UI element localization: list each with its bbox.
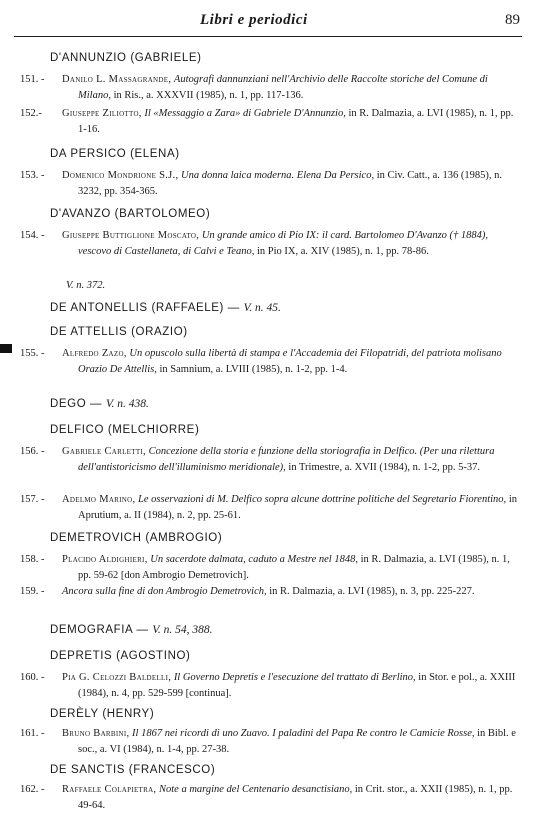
- cross-reference: V. n. 45.: [243, 302, 281, 314]
- entry-number: 160. -: [20, 672, 45, 683]
- entry-author: Gabriele Carletti,: [62, 446, 146, 457]
- header-rule: [14, 36, 522, 37]
- page-number: 89: [505, 12, 520, 28]
- entry-source: in Bibl. e soc., a. VI (1984), n. 1-4, pp. 27-38.: [78, 728, 516, 755]
- section-heading-davanzo: D'AVANZO (BARTOLOMEO): [50, 208, 211, 220]
- entry-body: [62, 168, 518, 200]
- entry-title: Il Governo Depretis e l'esecuzione del trattato di Berlino,: [173, 672, 416, 683]
- entry-title: Autografi dannunziani nell'Archivio delle Raccolte storiche del Comune di Milano,: [78, 74, 488, 101]
- entry-body: [62, 492, 518, 524]
- entry-body: [62, 726, 518, 758]
- heading-text: DE ANTONELLIS (RAFFAELE) —: [50, 302, 240, 314]
- entry-title: Una donna laica moderna. Elena Da Persico,: [181, 170, 375, 181]
- entry-author: Domenico Mondrione S.J.,: [62, 170, 179, 181]
- entry-source: in Ris., a. XXXVII (1985), n. 1, pp. 117-136.: [113, 90, 304, 101]
- entry-number: 151. -: [20, 74, 45, 85]
- entry-source: in Pio IX, a. XIV (1985), n. 1, pp. 78-86.: [256, 246, 429, 257]
- entry-source: in Trimestre, a. XVII (1984), n. 1-2, pp. 5-37.: [288, 462, 481, 473]
- section-heading-dannunzio: D'ANNUNZIO (GABRIELE): [50, 52, 202, 64]
- entry-number: 152.-: [20, 108, 42, 119]
- entry-source: in R. Dalmazia, a. LVI (1985), n. 1, pp. 1-16.: [78, 108, 514, 135]
- entry-body: [62, 782, 518, 814]
- entry-title: Ancora sulla fine di don Ambrogio Demetrovich,: [62, 586, 267, 597]
- entry-body: [62, 584, 518, 600]
- section-heading-delfico: DELFICO (MELCHIORRE): [50, 424, 200, 436]
- entry-source: in R. Dalmazia, a. LVI (1985), n. 3, pp. 225-227.: [269, 586, 475, 597]
- entry-body: [62, 228, 518, 260]
- section-heading-deantonellis: [50, 302, 281, 314]
- entry-body: [62, 552, 518, 584]
- heading-text: DEGO —: [50, 398, 103, 410]
- entry-source: in Stor. e pol., a. XXIII (1984), n. 4, pp. 529-599 [continua].: [78, 672, 516, 699]
- entry-source: in Aprutium, a. II (1984), n. 2, pp. 25-61.: [78, 494, 517, 521]
- entry-body: [62, 444, 518, 476]
- running-head: [0, 12, 550, 34]
- cross-reference: V. n. 372.: [66, 280, 106, 291]
- entry-number: 154. -: [20, 230, 45, 241]
- entry-number: 155. -: [20, 348, 45, 359]
- entry-author: Danilo L. Massagrande,: [62, 74, 172, 85]
- section-heading-depretis: DEPRETIS (AGOSTINO): [50, 650, 191, 662]
- section-heading-derely: DERÈLY (HENRY): [50, 708, 155, 720]
- entry-title: Un sacerdote dalmata, caduto a Mestre nel 1848,: [150, 554, 358, 565]
- margin-marker: [0, 344, 12, 353]
- entry-title: Concezione della storia e funzione della storiografia in Delfico. (Per una rilettura dell'antistoricismo dell'illuminismo meridionale),: [78, 446, 495, 473]
- entry-body: [62, 346, 518, 378]
- cross-reference: V. n. 438.: [105, 398, 149, 410]
- entry-title: Un grande amico di Pio IX: il card. Bartolomeo D'Avanzo († 1884), vescovo di Castellaneta, di Calvi e Teano,: [78, 230, 489, 257]
- entry-number: 157. -: [20, 494, 45, 505]
- entry-title: Un opuscolo sulla libertà di stampa e l'Accademia dei Filopatridi, del patriota molisano Orazio De Attellis,: [78, 348, 502, 375]
- entry-number: 159. -: [20, 586, 45, 597]
- entry-title: Note a margine del Centenario desanctisiano,: [158, 784, 353, 795]
- cross-reference: V. n. 54, 388.: [152, 624, 213, 636]
- entry-author: Alfredo Zazo,: [62, 348, 127, 359]
- entry-author: Raffaele Colapietra,: [62, 784, 157, 795]
- section-heading-dapersico: DA PERSICO (ELENA): [50, 148, 180, 160]
- running-title: Libri e periodici: [200, 12, 308, 28]
- entry-number: 158. -: [20, 554, 45, 565]
- entry-author: Giuseppe Ziliotto,: [62, 108, 142, 119]
- entry-body: [62, 670, 518, 702]
- entry-number: 153. -: [20, 170, 45, 181]
- entry-author: Adelmo Marino,: [62, 494, 136, 505]
- entry-title: Il «Messaggio a Zara» di Gabriele D'Annunzio,: [144, 108, 346, 119]
- heading-text: DEMOGRAFIA —: [50, 624, 149, 636]
- entry-author: Pia G. Celozzi Baldelli,: [62, 672, 172, 683]
- entry-title: Le osservazioni di M. Delfico sopra alcune dottrine politiche del Segretario Fiorentino,: [138, 494, 507, 505]
- section-heading-demografia: [50, 624, 213, 636]
- entry-author: Placido Aldighieri,: [62, 554, 148, 565]
- section-heading-dego: [50, 398, 149, 410]
- entry-number: 162. -: [20, 784, 45, 795]
- entry-body: [62, 72, 518, 104]
- entry-source: in Samnium, a. LVIII (1985), n. 1-2, pp. 1-4.: [159, 364, 348, 375]
- section-heading-deattellis: DE ATTELLIS (ORAZIO): [50, 326, 188, 338]
- entry-author: Giuseppe Buttiglione Moscato,: [62, 230, 200, 241]
- entry-note: [66, 278, 466, 294]
- section-heading-desanctis: DE SANCTIS (FRANCESCO): [50, 764, 216, 776]
- entry-number: 161. -: [20, 728, 45, 739]
- entry-source: in R. Dalmazia, a. LVI (1985), n. 1, pp. 59-62 [don Ambrogio Demetrovich].: [78, 554, 510, 581]
- entry-source: in Crit. stor., a. XXII (1985), n. 1, pp. 49-64.: [78, 784, 513, 811]
- section-heading-demetrovich: DEMETROVICH (AMBROGIO): [50, 532, 223, 544]
- entry-body: [62, 106, 518, 138]
- entry-author: Bruno Barbini,: [62, 728, 130, 739]
- entry-number: 156. -: [20, 446, 45, 457]
- entry-title: Il 1867 nei ricordi di uno Zuavo. I paladini del Papa Re contro le Camicie Rosse,: [132, 728, 475, 739]
- entry-source: in Civ. Catt., a. 136 (1985), n. 3232, pp. 354-365.: [78, 170, 503, 197]
